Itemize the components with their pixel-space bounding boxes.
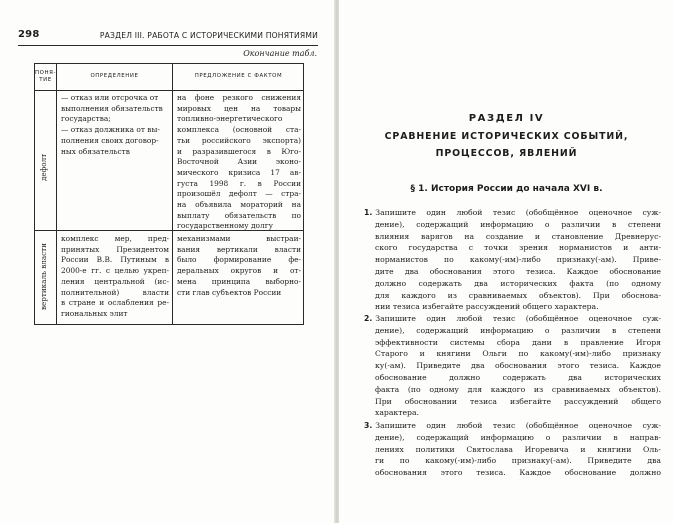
task-line: нии тезиса избегайте рассуждений общего характера. (375, 302, 599, 312)
table-line: комплекс мер, пред- (61, 234, 169, 243)
table-line: сти глав субъектов России (177, 287, 282, 297)
continuation-note: Окончание табл. (243, 49, 317, 58)
task-item (364, 420, 661, 479)
table-line: — отказ или отсрочка от (61, 93, 159, 102)
example-power-vertical (177, 234, 301, 298)
task-line: дение), содержащий информацию о различии в направ- (375, 432, 661, 442)
task-line: обоснование должно содержать два исторических (375, 372, 661, 382)
task-line: ского государства с точки зрения норманистов и анти- (375, 243, 661, 253)
table-line: топливно-энергетического (177, 114, 283, 124)
task-number: 2. (364, 314, 373, 323)
task-line: лениях политики Святослава Игоревича и княгини Оль- (375, 444, 661, 454)
table-line: 2000-е гг. с целью укреп- (61, 266, 169, 276)
task-line: дение), содержащий информацию о различии в степени (375, 219, 661, 229)
task-line: обоснования этого тезиса. Каждое обоснование должно (375, 468, 661, 478)
header-term-line: ПОНЯ- (34, 69, 57, 76)
task-number: 3. (364, 421, 373, 430)
task-line: эффективности системы сбора дани в правление Игоря (375, 337, 661, 347)
table-line: деральных округов и от- (177, 266, 301, 276)
table-line: механизмами выстраи- (177, 234, 301, 243)
task-line: Старого и княгини Ольги по какому(-им)-либо признаку (375, 349, 661, 359)
task-line: характера. (375, 408, 419, 418)
table-line: ления центральной (ис- (61, 276, 169, 286)
header-term (35, 64, 56, 90)
table-column-divider (172, 64, 173, 324)
table-line: комплекса (основной ста- (177, 125, 301, 135)
task-line: норманистов по какому(-им)-либо признаку(-ам). Приве- (375, 255, 661, 265)
task-line: ги по какому(-им)-либо признаку(-ам). Приведите два (375, 456, 661, 466)
table-line: ных обязательств (61, 146, 130, 156)
page-number: 298 (18, 29, 40, 40)
table-line: выполнения обязательств (61, 103, 163, 113)
concept-table (34, 63, 304, 325)
running-title: РАЗДЕЛ III. РАБОТА С ИСТОРИЧЕСКИМИ ПОНЯТИЯМИ (99, 31, 318, 40)
table-line: — отказ должника от вы- (61, 125, 160, 135)
table-line: России В.В. Путиным в (61, 255, 169, 265)
table-line: тьи российского экспорта) (177, 135, 301, 145)
task-line: влияния варягов на создание и становление Древнерус- (375, 231, 661, 241)
table-line: полнительной) власти (61, 287, 169, 297)
section-title-line: СРАВНЕНИЕ ИСТОРИЧЕСКИХ СОБЫТИЙ, (384, 131, 629, 142)
task-item (364, 313, 661, 419)
term-default-text: дефолт (39, 153, 48, 181)
header-term-line: ТИЕ (39, 77, 52, 83)
table-line: полнения своих договор- (61, 135, 159, 145)
left-page (0, 0, 335, 523)
task-line: факта (по одному для каждого из сравниваемых объектов). (375, 384, 661, 394)
table-line: в стране и ослабления ре- (61, 298, 169, 308)
section-label: РАЗДЕЛ IV (468, 113, 545, 124)
example-default (177, 93, 301, 232)
definition-power-vertical (61, 234, 169, 320)
running-header (18, 29, 318, 43)
table-line: мена принципа выборно- (177, 276, 301, 286)
task-line: для каждого из сравниваемых объектов). При обоснова- (375, 290, 661, 300)
task-item (364, 207, 661, 313)
table-header-divider (35, 90, 303, 91)
section-title (339, 128, 674, 162)
header-example: ПРЕДЛОЖЕНИЕ С ФАКТОМ (194, 73, 283, 80)
table-line: и разразившегося в Юго- (177, 146, 301, 156)
right-page (339, 0, 674, 523)
table-column-divider (56, 64, 57, 324)
table-line: произошёл дефолт — стра- (177, 189, 301, 199)
table-line: на фоне резкого снижения (177, 93, 301, 102)
table-line: густа 1998 г. в России (177, 178, 301, 188)
section-title-line: ПРОЦЕССОВ, ЯВЛЕНИЙ (435, 148, 578, 159)
task-number: 1. (364, 208, 373, 217)
paragraph-title: § 1. История России до начала XVI в. (410, 184, 603, 194)
table-line: государства; (61, 114, 111, 124)
task-line: Запишите один любой тезис (обобщённое оценочное суж- (375, 314, 661, 323)
task-line: дение), содержащий информацию о различии в степени (375, 325, 661, 335)
table-line: принятых Президентом (61, 244, 169, 254)
table-line: было формирование фе- (177, 255, 301, 265)
table-line: на объявила мораторий на (177, 200, 301, 210)
task-line: При обосновании тезиса избегайте рассуждений общего (375, 396, 661, 406)
table-line: выплату обязательств по (177, 210, 301, 220)
table-line: мировых цен на товары (177, 103, 301, 113)
task-line: ку(-ам). Приведите два обоснования этого тезиса. Каждое (375, 361, 661, 371)
task-line: дите два обоснования этого тезиса. Каждое обоснование (375, 266, 661, 276)
definition-default (61, 93, 169, 157)
table-line: Восточной Азии эконо- (177, 157, 301, 167)
table-line: вания вертикали власти (177, 244, 301, 254)
term-power-vertical-text: вертикаль власти (39, 243, 48, 310)
header-definition: ОПРЕДЕЛЕНИЕ (90, 73, 139, 80)
table-line: мического кризиса 17 ав- (177, 167, 301, 177)
task-line: Запишите один любой тезис (обобщённое оценочное суж- (375, 208, 661, 217)
task-line: должно содержать два исторических факта (по одному (375, 278, 661, 288)
task-line: Запишите один любой тезис (обобщённое оценочное суж- (375, 421, 661, 430)
header-rule (18, 45, 318, 46)
table-line: государственному долгу (177, 221, 273, 231)
table-line: гиональных элит (61, 308, 128, 318)
